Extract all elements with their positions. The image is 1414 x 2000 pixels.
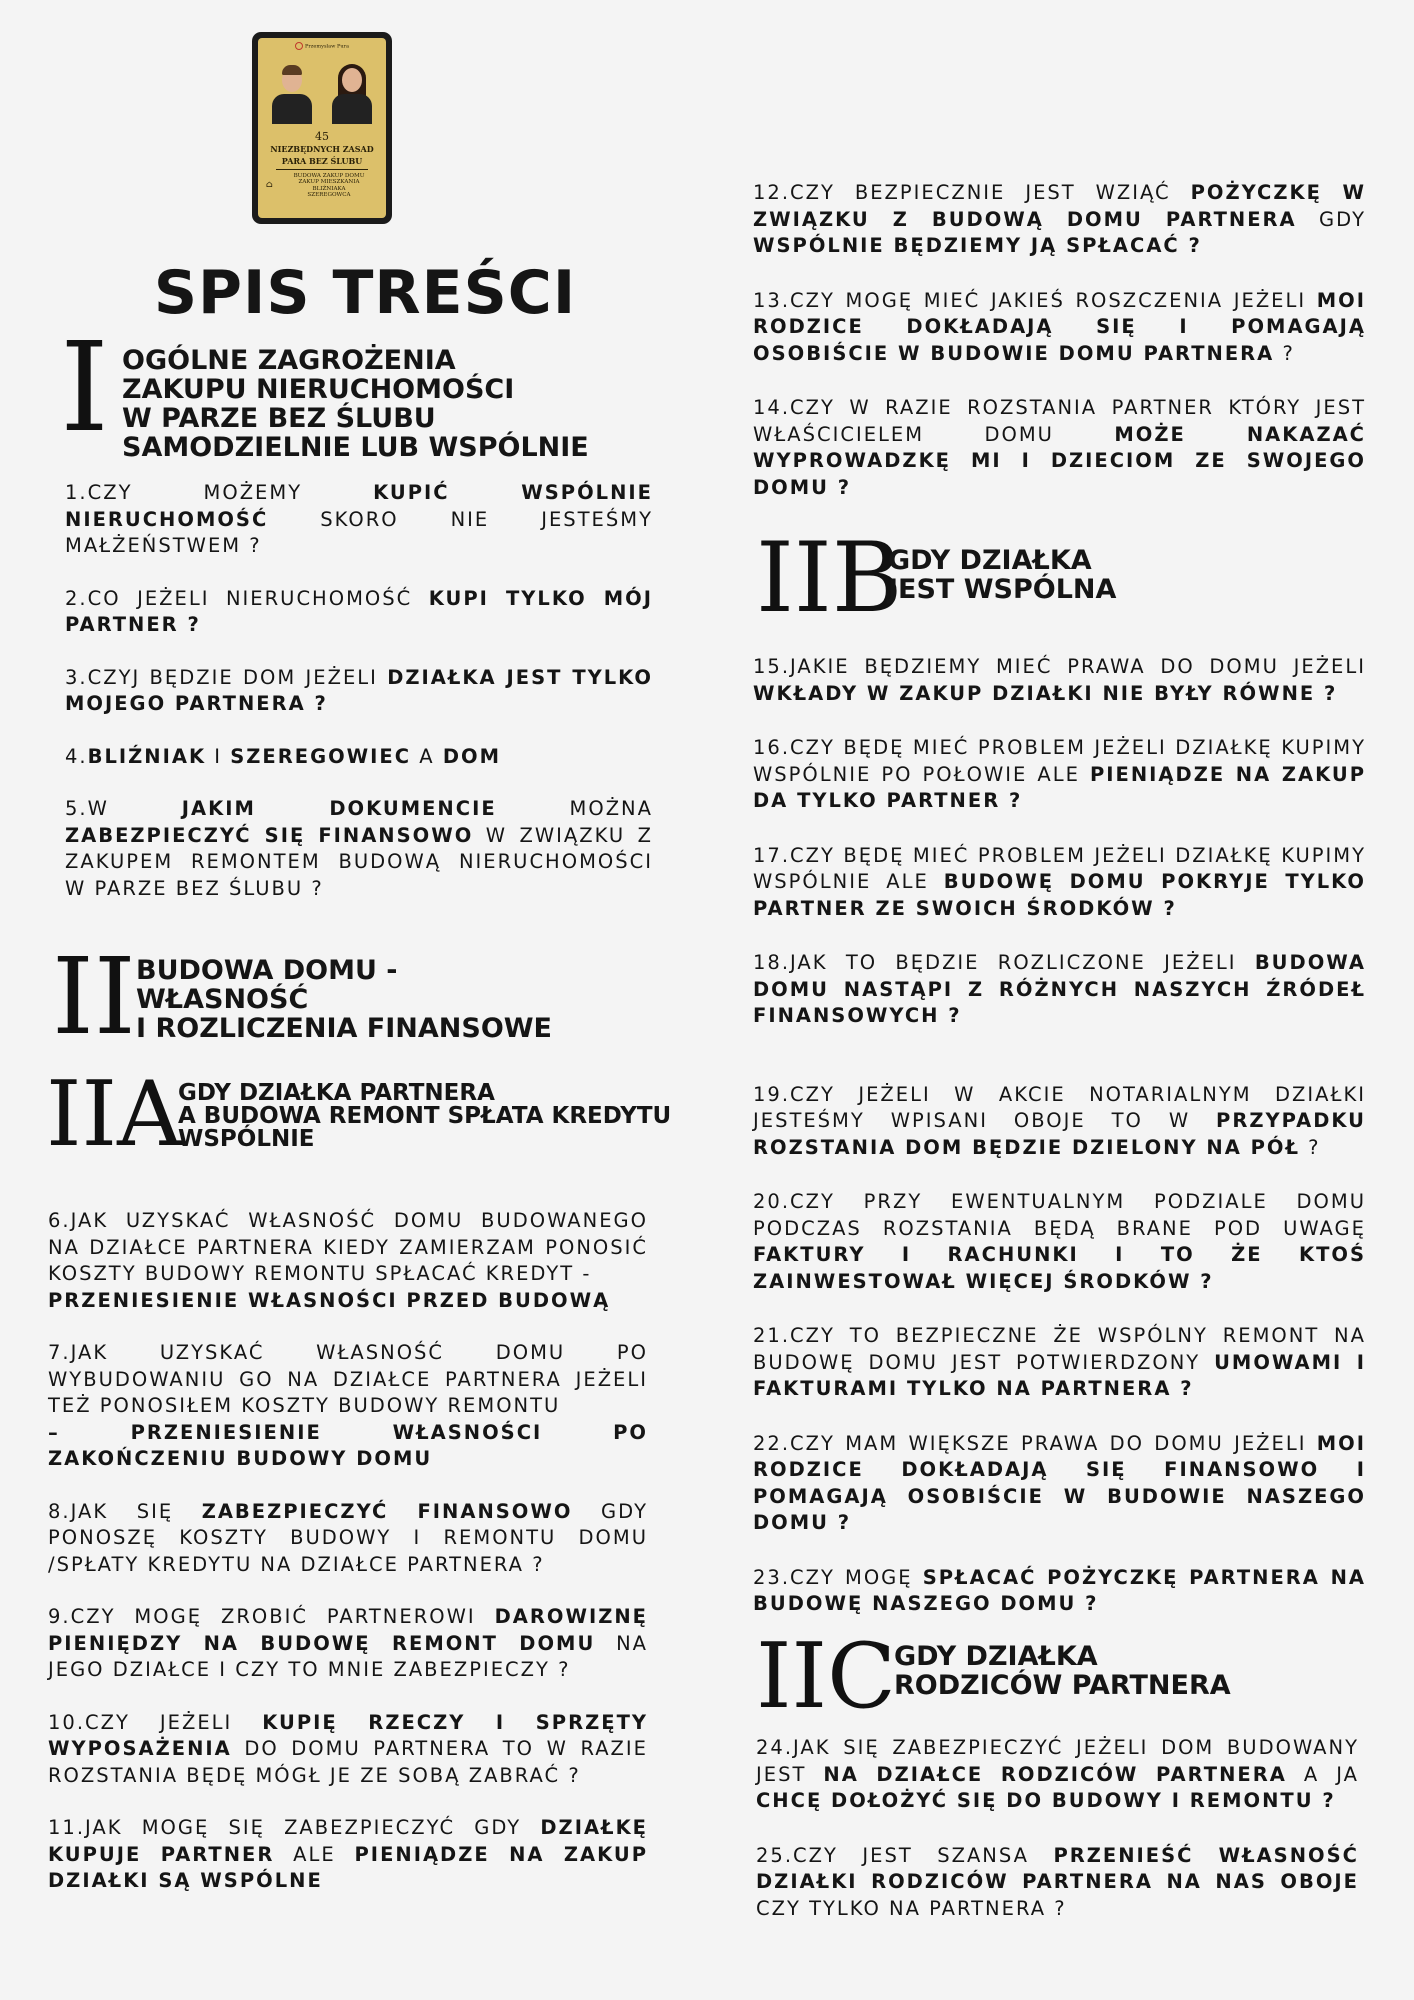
- cover-photo: [264, 54, 380, 124]
- question-emphasis: SPŁACAĆ POŻYCZKĘ PARTNERA NA BUDOWĘ NASZEGO DOMU ?: [753, 1565, 1366, 1615]
- question-text: 16.CZY BĘDĘ MIEĆ PROBLEM JEŻELI DZIAŁKĘ KUPIMY WSPÓLNIE PO POŁOWIE ALE: [753, 736, 1366, 786]
- cover-brand: [258, 42, 386, 50]
- cover-subtitle-line: BUDOWA ZAKUP DOMU: [293, 173, 365, 179]
- section-numeral-iia: IIA: [46, 1062, 183, 1167]
- toc-title: SPIS TREŚCI: [153, 258, 577, 328]
- question-20[interactable]: [753, 1189, 1366, 1295]
- question-11[interactable]: [48, 1815, 648, 1895]
- section-numeral-iib: IIB: [756, 522, 903, 634]
- question-emphasis: KUPIĘ RZECZY I SPRZĘTY WYPOSAŻENIA: [48, 1710, 648, 1760]
- cover-number: 45: [315, 130, 329, 143]
- question-1[interactable]: [65, 480, 653, 560]
- question-text: CZY TYLKO NA PARTNERA ?: [756, 1896, 1067, 1920]
- question-emphasis: WKŁADY W ZAKUP DZIAŁKI NIE BYŁY RÓWNE ?: [753, 681, 1338, 705]
- question-24[interactable]: [756, 1735, 1359, 1815]
- question-text: I: [206, 744, 231, 768]
- question-emphasis: DOM: [442, 744, 501, 768]
- question-text: 15.JAKIE BĘDZIEMY MIEĆ PRAWA DO DOMU JEŻELI: [753, 655, 1366, 678]
- heading-line: SAMODZIELNIE LUB WSPÓLNIE: [122, 432, 589, 463]
- question-emphasis: NA DZIAŁCE RODZICÓW PARTNERA: [823, 1762, 1287, 1786]
- question-emphasis: BLIŹNIAK: [87, 744, 207, 768]
- section-heading-iic: [894, 1642, 1231, 1700]
- heading-line: GDY DZIAŁKA: [888, 545, 1092, 576]
- question-emphasis: WSPÓLNIE BĘDZIEMY JĄ SPŁACAĆ ?: [753, 234, 1202, 257]
- question-4[interactable]: [65, 744, 653, 771]
- heading-line: ZAKUPU NIERUCHOMOŚCI: [122, 374, 515, 405]
- man-portrait-icon: [270, 62, 314, 124]
- question-text: 14.CZY W RAZIE ROZSTANIA PARTNER KTÓRY JEST WŁAŚCICIELEM DOMU: [753, 396, 1366, 446]
- question-emphasis: DZIAŁKĘ KUPUJE PARTNER: [48, 1816, 648, 1866]
- cover-title-line2: PARA BEZ ŚLUBU: [281, 156, 363, 166]
- cover-brand-text: Przemyslaw Pura: [305, 43, 349, 50]
- question-emphasis: PRZENIESIENIE WŁASNOŚCI PRZED BUDOWĄ: [48, 1288, 611, 1312]
- heading-line: OGÓLNE ZAGROŻENIA: [122, 345, 456, 376]
- question-text: ?: [1274, 341, 1295, 365]
- question-16[interactable]: [753, 735, 1366, 815]
- question-emphasis: DAROWIZNĘ PIENIĘDZY NA BUDOWĘ REMONT DOMU: [48, 1605, 648, 1655]
- question-13[interactable]: [753, 288, 1366, 368]
- heading-line: RODZICÓW PARTNERA: [894, 1670, 1231, 1701]
- heading-line: WSPÓLNIE: [178, 1126, 315, 1152]
- woman-portrait-icon: [330, 62, 374, 124]
- question-emphasis: JAKIM DOKUMENCIE: [181, 797, 497, 820]
- section-numeral-i: I: [60, 316, 109, 460]
- question-text: 4.: [65, 744, 88, 768]
- brand-logo-icon: [295, 42, 303, 50]
- question-10[interactable]: [48, 1710, 648, 1790]
- question-23[interactable]: [753, 1565, 1366, 1618]
- question-emphasis: ZABEZPIECZYĆ SIĘ FINANSOWO: [65, 823, 474, 847]
- book-cover: [258, 38, 386, 218]
- question-emphasis: MOI RODZICE DOKŁADAJĄ SIĘ FINANSOWO I POMAGAJĄ OSOBIŚCIE W BUDOWIE NASZEGO DOMU ?: [753, 1431, 1366, 1534]
- question-text: DO DOMU PARTNERA TO W RAZIE ROZSTANIA BĘDĘ MÓGŁ JE ZE SOBĄ ZABRAĆ ?: [48, 1737, 648, 1787]
- question-text: 11.JAK MOGĘ SIĘ ZABEZPIECZYĆ GDY: [48, 1816, 541, 1839]
- question-text: 21.CZY TO BEZPIECZNE ŻE WSPÓLNY REMONT NA BUDOWĘ DOMU JEST POTWIERDZONY: [753, 1324, 1366, 1374]
- section-heading-ii: [136, 956, 552, 1043]
- question-5[interactable]: [65, 796, 653, 902]
- question-emphasis: FAKTURY I RACHUNKI I TO ŻE KTOŚ ZAINWESTOWAŁ WIĘCEJ ŚRODKÓW ?: [753, 1243, 1366, 1293]
- question-text: NA JEGO DZIAŁCE I CZY TO MNIE ZABEZPIECZY ?: [48, 1631, 648, 1681]
- question-19[interactable]: [753, 1082, 1366, 1162]
- question-text: GDY: [1296, 207, 1366, 231]
- question-text: W ZWIĄZKU Z ZAKUPEM REMONTEM BUDOWĄ NIERUCHOMOŚCI W PARZE BEZ ŚLUBU ?: [65, 823, 653, 900]
- questions-section-iia: [48, 1208, 648, 1921]
- question-emphasis: CHCĘ DOŁOŻYĆ SIĘ DO BUDOWY I REMONTU ?: [756, 1789, 1336, 1812]
- question-25[interactable]: [756, 1843, 1359, 1923]
- cover-subtitle-line: BLIŹNIAKA: [312, 185, 346, 192]
- section-numeral-iic: IIC: [756, 1624, 896, 1729]
- question-emphasis: MOŻE NAKAZAĆ WYPROWADZKĘ MI I DZIECIOM ZE SWOJEGO DOMU ?: [753, 422, 1366, 499]
- question-text: 3.CZYJ BĘDZIE DOM JEŻELI: [65, 665, 388, 689]
- question-text: 23.CZY MOGĘ: [753, 1565, 923, 1589]
- book-cover-thumbnail: [252, 32, 392, 224]
- question-12[interactable]: [753, 180, 1366, 260]
- question-emphasis: KUPIĆ WSPÓLNIE NIERUCHOMOŚĆ: [65, 481, 653, 531]
- question-text: 20.CZY PRZY EWENTUALNYM PODZIALE DOMU PODCZAS ROZSTANIA BĘDĄ BRANE POD UWAGĘ: [753, 1190, 1366, 1240]
- question-text: A JA: [1286, 1762, 1359, 1786]
- question-text: 5.W: [65, 797, 182, 820]
- question-text: 1.CZY MOŻEMY: [65, 481, 374, 504]
- question-text: MOŻNA: [496, 797, 653, 820]
- question-21[interactable]: [753, 1323, 1366, 1403]
- questions-section-iib: [753, 654, 1366, 1644]
- question-emphasis: PRZYPADKU ROZSTANIA DOM BĘDZIE DZIELONY NA PÓŁ: [753, 1109, 1366, 1159]
- question-emphasis: DZIAŁKA JEST TYLKO MOJEGO PARTNERA ?: [65, 665, 653, 715]
- question-text: 8.JAK SIĘ: [48, 1499, 202, 1523]
- question-emphasis: PIENIĄDZE NA ZAKUP DZIAŁKI SĄ WSPÓLNE: [48, 1842, 649, 1892]
- question-emphasis: MOI RODZICE DOKŁADAJĄ SIĘ I POMAGAJĄ OSOBIŚCIE W BUDOWIE DOMU PARTNERA: [753, 288, 1366, 365]
- question-3[interactable]: [65, 665, 653, 718]
- question-9[interactable]: [48, 1604, 648, 1684]
- heading-line: A BUDOWA REMONT SPŁATA KREDYTU: [178, 1103, 672, 1129]
- question-emphasis: POŻYCZKĘ W ZWIĄZKU Z BUDOWĄ DOMU PARTNERA: [753, 181, 1366, 231]
- question-text: 13.CZY MOGĘ MIEĆ JAKIEŚ ROSZCZENIA JEŻELI: [753, 288, 1317, 312]
- question-emphasis: SZEREGOWIEC: [230, 744, 412, 768]
- heading-line: W PARZE BEZ ŚLUBU: [122, 403, 436, 434]
- questions-section-iic: [756, 1735, 1359, 1948]
- heading-line: JEST WSPÓLNA: [888, 574, 1117, 605]
- question-emphasis: – PRZENIESIENIE WŁASNOŚCI PO ZAKOŃCZENIU BUDOWY DOMU: [48, 1420, 648, 1470]
- cover-subtitle-line: SZEREGOWCA: [307, 192, 351, 199]
- question-6[interactable]: [48, 1208, 648, 1314]
- question-text: SKORO NIE JESTEŚMY MAŁŻEŃSTWEM ?: [65, 507, 653, 557]
- question-text: 19.CZY JEŻELI W AKCIE NOTARIALNYM DZIAŁKI JESTEŚMY WPISANI OBOJE TO W: [753, 1082, 1366, 1132]
- question-emphasis: BUDOWA DOMU NASTĄPI Z RÓŻNYCH NASZYCH ŹRÓDEŁ FINANSOWYCH ?: [753, 951, 1366, 1027]
- cover-title-line1: NIEZBĘDNYCH ZASAD: [270, 144, 374, 154]
- question-emphasis: KUPI TYLKO MÓJ PARTNER ?: [65, 586, 653, 636]
- questions-section-iia-continued: [753, 180, 1366, 527]
- section-heading-i: [122, 346, 589, 462]
- heading-line: I ROZLICZENIA FINANSOWE: [136, 1013, 552, 1044]
- section-numeral-ii: II: [52, 935, 136, 1058]
- question-text: 24.JAK SIĘ ZABEZPIECZYĆ JEŻELI DOM BUDOWANY JEST: [756, 1736, 1359, 1786]
- question-emphasis: ZABEZPIECZYĆ FINANSOWO: [201, 1499, 573, 1523]
- question-emphasis: UMOWAMI I FAKTURAMI TYLKO NA PARTNERA ?: [753, 1350, 1366, 1400]
- question-text: 9.CZY MOGĘ ZROBIĆ PARTNEROWI: [48, 1605, 495, 1628]
- question-text: 2.CO JEŻELI NIERUCHOMOŚĆ: [65, 586, 429, 610]
- question-text: ALE: [274, 1842, 355, 1866]
- question-text: GDY PONOSZĘ KOSZTY BUDOWY I REMONTU DOMU /SPŁATY KREDYTU NA DZIAŁCE PARTNERA ?: [48, 1499, 648, 1576]
- question-text: ?: [1299, 1135, 1321, 1159]
- cover-subtitle-line: ZAKUP MIESZKANIA: [298, 179, 360, 186]
- question-emphasis: PRZENIEŚĆ WŁASNOŚĆ DZIAŁKI RODZICÓW PARTNERA NA NAS OBOJE: [756, 1843, 1359, 1893]
- question-text: 12.CZY BEZPIECZNIE JEST WZIĄĆ: [753, 181, 1191, 204]
- heading-line: BUDOWA DOMU -: [136, 955, 398, 986]
- question-text: 25.CZY JEST SZANSA: [756, 1843, 1054, 1867]
- question-text: 22.CZY MAM WIĘKSZE PRAWA DO DOMU JEŻELI: [753, 1431, 1317, 1455]
- house-icon: ⌂: [266, 180, 273, 190]
- heading-line: GDY DZIAŁKA: [894, 1641, 1098, 1672]
- heading-line: WŁASNOŚĆ: [136, 984, 309, 1015]
- question-15[interactable]: [753, 654, 1366, 707]
- question-18[interactable]: [753, 950, 1366, 1030]
- question-8[interactable]: [48, 1499, 648, 1579]
- cover-divider: [276, 169, 368, 170]
- question-text: 7.JAK UZYSKAĆ WŁASNOŚĆ DOMU PO WYBUDOWANIU GO NA DZIAŁCE PARTNERA JEŻELI TEŻ PONOSIŁEM KOSZTY BUDOWY REMONTU: [48, 1341, 648, 1417]
- section-heading-iia: [178, 1082, 671, 1151]
- question-text: 10.CZY JEŻELI: [48, 1710, 263, 1734]
- heading-line: GDY DZIAŁKA PARTNERA: [178, 1080, 495, 1106]
- question-emphasis: PIENIĄDZE NA ZAKUP DA TYLKO PARTNER ?: [753, 762, 1367, 812]
- question-17[interactable]: [753, 843, 1366, 923]
- question-14[interactable]: [753, 395, 1366, 501]
- question-2[interactable]: [65, 586, 653, 639]
- section-heading-iib: [888, 546, 1116, 604]
- question-text: A: [411, 744, 443, 768]
- question-text: 18.JAK TO BĘDZIE ROZLICZONE JEŻELI: [753, 951, 1255, 974]
- question-22[interactable]: [753, 1431, 1366, 1537]
- question-text: 17.CZY BĘDĘ MIEĆ PROBLEM JEŻELI DZIAŁKĘ KUPIMY WSPÓLNIE ALE: [753, 843, 1366, 893]
- cover-subtitle: [276, 173, 382, 199]
- question-emphasis: BUDOWĘ DOMU POKRYJE TYLKO PARTNER ZE SWOICH ŚRODKÓW ?: [753, 870, 1366, 920]
- questions-section-i: [65, 480, 653, 928]
- question-7[interactable]: [48, 1340, 648, 1473]
- question-text: 6.JAK UZYSKAĆ WŁASNOŚĆ DOMU BUDOWANEGO NA DZIAŁCE PARTNERA KIEDY ZAMIERZAM PONOSIĆ KOSZTY BUDOWY REMONTU SPŁACAĆ KREDYT -: [48, 1209, 648, 1285]
